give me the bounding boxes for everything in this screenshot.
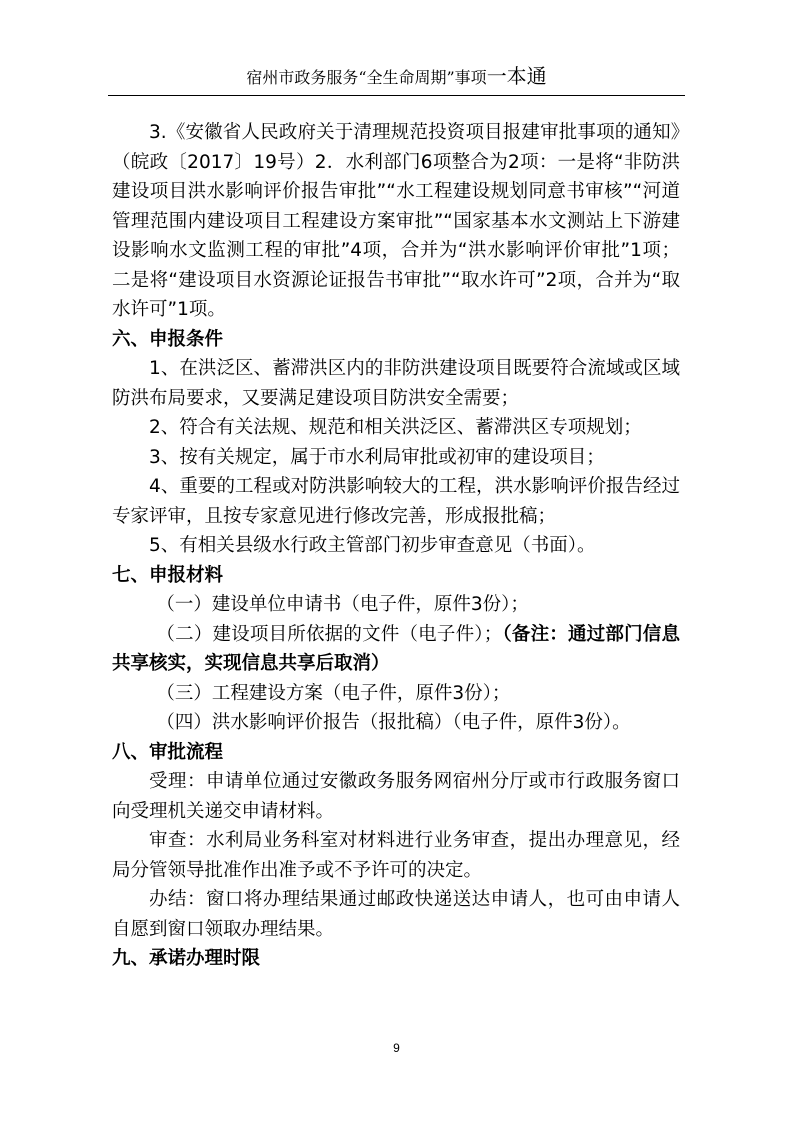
process-acceptance: 受理：申请单位通过安徽政务服务网宿州分厅或市行政服务窗口向受理机关递交申请材料。 [112, 771, 680, 822]
condition-item-1: 1、在洪泛区、蓄滞洪区内的非防洪建设项目既要符合流域或区域防洪布局要求，又要满足建设项目防洪安全需要； [112, 358, 680, 409]
material-item-1: （一）建设单位申请书（电子件，原件3份）； [156, 594, 529, 615]
document-header [0, 66, 793, 88]
material-item-2-note: （备注：通过部门信息共享核实，实现信息共享后取消） [112, 623, 680, 674]
section-heading-application-conditions: 六、申报条件 [112, 328, 224, 350]
section-heading-application-materials: 七、申报材料 [112, 564, 224, 586]
document-body [112, 118, 680, 974]
page-number: 9 [393, 1041, 400, 1055]
material-item-4: （四）洪水影响评价报告（报批稿）（电子件，原件3份）。 [156, 712, 631, 733]
condition-item-2: 2、符合有关法规、规范和相关洪泛区、蓄滞洪区专项规划； [149, 417, 642, 438]
header-rule [108, 95, 685, 96]
condition-item-4: 4、重要的工程或对防洪影响较大的工程，洪水影响评价报告经过专家评审，且按专家意见进行修改完善，形成报批稿； [112, 476, 680, 527]
process-completion: 办结：窗口将办理结果通过邮政快递送达申请人，也可由申请人自愿到窗口领取办理结果。 [112, 889, 680, 940]
process-review: 审查：水利局业务科室对材料进行业务审查，提出办理意见，经局分管领导批准作出准予或不予许可的决定。 [112, 830, 680, 881]
material-item-2-text: （二）建设项目所依据的文件（电子件）； [156, 623, 503, 645]
header-title: 宿州市政务服务“全生命周期”事项 [246, 68, 487, 87]
section-heading-approval-process: 八、审批流程 [112, 741, 224, 763]
header-title-suffix: 一本通 [486, 64, 547, 88]
material-item-3: （三）工程建设方案（电子件，原件3份）； [156, 682, 511, 704]
material-item-2 [112, 620, 680, 679]
condition-item-5: 5、有相关县级水行政主管部门初步审查意见（书面）。 [149, 535, 596, 556]
condition-item-3: 3、按有关规定，属于市水利局审批或初审的建设项目； [149, 446, 605, 468]
section-heading-time-limit: 九、承诺办理时限 [112, 948, 261, 969]
notice-paragraph: 3.《安徽省人民政府关于清理规范投资项目报建审批事项的通知》（皖政〔2017〕19号）2．水利部门6项整合为2项：一是将“非防洪建设项目洪水影响评价报告审批”“水工程建设规划同意书审核”“河道管理范围内建设项目工程建设方案审批”“国家基本水文测站上下游建设影响水文监测工程的审批”4项，合并为“洪水影响评价审批”1项；二是将“建设项目水资源论证报告书审批”“取水许可”2项，合并为“取水许可”1项。 [112, 122, 680, 320]
